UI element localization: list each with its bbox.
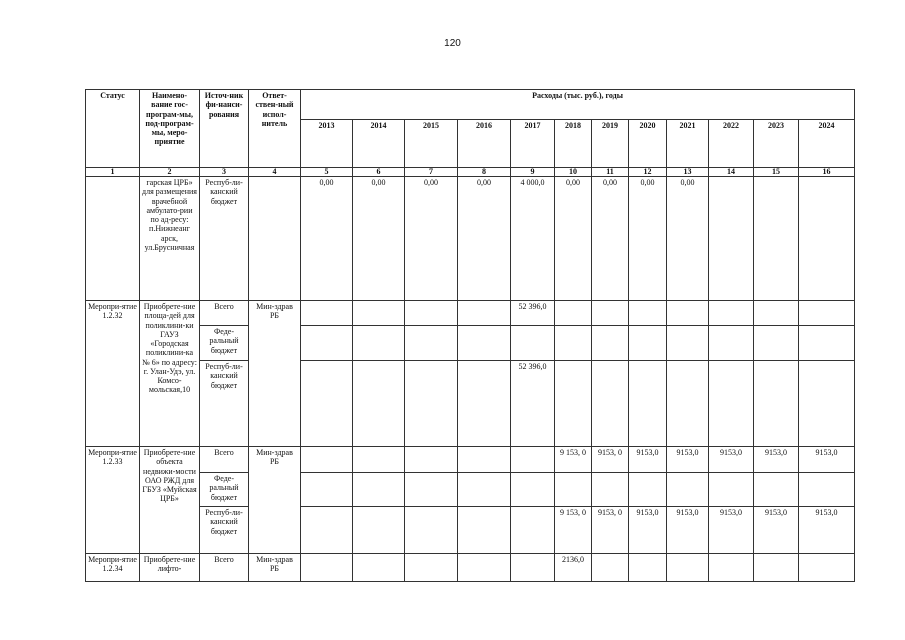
value-cell <box>629 473 667 507</box>
value-cell <box>301 554 353 582</box>
value-cell <box>754 177 799 301</box>
value-cell <box>405 361 458 447</box>
column-number: 12 <box>629 168 667 177</box>
year-header: 2020 <box>629 120 667 168</box>
status-cell <box>86 177 140 301</box>
value-cell <box>511 447 555 473</box>
value-cell <box>555 326 592 361</box>
value-cell <box>667 301 709 326</box>
value-cell <box>799 326 855 361</box>
year-header: 2024 <box>799 120 855 168</box>
value-cell: 0,00 <box>629 177 667 301</box>
value-cell: 9153,0 <box>709 507 754 554</box>
page-number: 120 <box>444 38 461 49</box>
header-expenses: Расходы (тыс. руб.), годы <box>301 90 855 120</box>
value-cell <box>555 361 592 447</box>
value-cell <box>301 447 353 473</box>
status-cell: Меропри-ятие 1.2.33 <box>86 447 140 554</box>
table-row <box>86 301 855 326</box>
value-cell <box>511 554 555 582</box>
source-cell: Феде-ральный бюджет <box>200 326 249 361</box>
executor-cell: Мин-здрав РБ <box>249 554 301 582</box>
column-number: 5 <box>301 168 353 177</box>
value-cell: 9153,0 <box>799 447 855 473</box>
value-cell <box>754 301 799 326</box>
value-cell <box>405 301 458 326</box>
value-cell <box>629 554 667 582</box>
column-number: 9 <box>511 168 555 177</box>
column-number: 8 <box>458 168 511 177</box>
source-cell: Респуб-ли-канский бюджет <box>200 177 249 301</box>
header-name: Наимено-вание гос-програм-мы, под-програм-мы, меро-приятие <box>140 90 200 168</box>
value-cell <box>592 326 629 361</box>
value-cell <box>301 473 353 507</box>
value-cell <box>667 473 709 507</box>
year-header: 2023 <box>754 120 799 168</box>
value-cell: 9153, 0 <box>592 447 629 473</box>
value-cell <box>405 326 458 361</box>
value-cell <box>667 361 709 447</box>
table-row <box>86 361 855 447</box>
value-cell <box>353 361 405 447</box>
column-number: 11 <box>592 168 629 177</box>
value-cell <box>458 326 511 361</box>
value-cell <box>629 326 667 361</box>
value-cell: 9153,0 <box>754 507 799 554</box>
value-cell: 0,00 <box>555 177 592 301</box>
column-number: 13 <box>667 168 709 177</box>
value-cell <box>629 301 667 326</box>
value-cell <box>458 301 511 326</box>
table-row <box>86 177 855 301</box>
status-cell: Меропри-ятие 1.2.34 <box>86 554 140 582</box>
value-cell <box>353 554 405 582</box>
year-header: 2021 <box>667 120 709 168</box>
status-cell: Меропри-ятие 1.2.32 <box>86 301 140 447</box>
table-row <box>86 473 855 507</box>
column-number: 3 <box>200 168 249 177</box>
value-cell <box>667 326 709 361</box>
value-cell: 0,00 <box>405 177 458 301</box>
value-cell <box>709 361 754 447</box>
year-header: 2018 <box>555 120 592 168</box>
year-header: 2022 <box>709 120 754 168</box>
column-number: 15 <box>754 168 799 177</box>
column-number: 10 <box>555 168 592 177</box>
value-cell <box>592 473 629 507</box>
value-cell <box>301 326 353 361</box>
name-cell: Приобрете-ние объекта недвижи-мости ОАО РЖД для ГБУЗ «Муйская ЦРБ» <box>140 447 200 554</box>
value-cell: 0,00 <box>592 177 629 301</box>
value-cell: 52 396,0 <box>511 361 555 447</box>
source-cell: Феде-ральный бюджет <box>200 473 249 507</box>
year-header: 2014 <box>353 120 405 168</box>
year-header: 2016 <box>458 120 511 168</box>
source-cell: Всего <box>200 301 249 326</box>
value-cell: 52 396,0 <box>511 301 555 326</box>
value-cell <box>301 361 353 447</box>
executor-cell <box>249 177 301 301</box>
column-number: 14 <box>709 168 754 177</box>
column-number: 7 <box>405 168 458 177</box>
value-cell <box>353 301 405 326</box>
value-cell: 0,00 <box>301 177 353 301</box>
table-row <box>86 507 855 554</box>
value-cell: 2136,0 <box>555 554 592 582</box>
value-cell: 9153, 0 <box>592 507 629 554</box>
value-cell <box>799 361 855 447</box>
value-cell: 0,00 <box>667 177 709 301</box>
value-cell <box>799 554 855 582</box>
value-cell <box>709 473 754 507</box>
value-cell <box>353 473 405 507</box>
value-cell: 0,00 <box>353 177 405 301</box>
value-cell <box>754 473 799 507</box>
value-cell <box>709 326 754 361</box>
value-cell <box>405 447 458 473</box>
year-header: 2013 <box>301 120 353 168</box>
header-status: Статус <box>86 90 140 168</box>
value-cell <box>301 301 353 326</box>
value-cell: 9153,0 <box>667 447 709 473</box>
value-cell: 9153,0 <box>799 507 855 554</box>
value-cell: 9153,0 <box>709 447 754 473</box>
source-cell: Респуб-ли-канский бюджет <box>200 361 249 447</box>
value-cell <box>301 507 353 554</box>
executor-cell: Мин-здрав РБ <box>249 301 301 447</box>
value-cell <box>405 554 458 582</box>
value-cell: 9 153, 0 <box>555 507 592 554</box>
value-cell <box>754 326 799 361</box>
column-number: 6 <box>353 168 405 177</box>
value-cell <box>555 473 592 507</box>
source-cell: Респуб-ли-канский бюджет <box>200 507 249 554</box>
value-cell: 4 000,0 <box>511 177 555 301</box>
value-cell <box>405 507 458 554</box>
source-cell: Всего <box>200 447 249 473</box>
value-cell: 9 153, 0 <box>555 447 592 473</box>
value-cell <box>458 554 511 582</box>
value-cell <box>458 507 511 554</box>
value-cell <box>458 361 511 447</box>
table-row <box>86 554 855 582</box>
value-cell <box>555 301 592 326</box>
value-cell: 9153,0 <box>629 447 667 473</box>
value-cell <box>592 361 629 447</box>
value-cell: 9153,0 <box>754 447 799 473</box>
value-cell <box>709 554 754 582</box>
value-cell <box>629 361 667 447</box>
column-number: 1 <box>86 168 140 177</box>
value-cell <box>458 473 511 507</box>
value-cell <box>592 301 629 326</box>
value-cell <box>458 447 511 473</box>
name-cell: Приобрете-ние площа-дей для поликлини-ки ГАУЗ «Городская поликлини-ка № 6» по адресу: г. Улан-Удэ, ул. Комсо-мольская,10 <box>140 301 200 447</box>
value-cell: 0,00 <box>458 177 511 301</box>
year-header: 2017 <box>511 120 555 168</box>
header-source: Источ-ник фи-нанси-рования <box>200 90 249 168</box>
value-cell <box>405 473 458 507</box>
year-header: 2015 <box>405 120 458 168</box>
year-header: 2019 <box>592 120 629 168</box>
value-cell <box>799 473 855 507</box>
value-cell <box>353 507 405 554</box>
value-cell <box>353 326 405 361</box>
value-cell <box>511 473 555 507</box>
value-cell <box>754 361 799 447</box>
name-cell: гарская ЦРБ» для размещения врачебной амбулато-рии по ад-ресу: п.Нижнеанг арск, ул.Брусничная <box>140 177 200 301</box>
value-cell <box>353 447 405 473</box>
column-number: 4 <box>249 168 301 177</box>
column-number: 2 <box>140 168 200 177</box>
expenses-table <box>85 89 855 582</box>
value-cell <box>511 326 555 361</box>
value-cell: 9153,0 <box>629 507 667 554</box>
value-cell <box>799 177 855 301</box>
source-cell: Всего <box>200 554 249 582</box>
value-cell: 9153,0 <box>667 507 709 554</box>
table-row <box>86 447 855 473</box>
value-cell <box>667 554 709 582</box>
value-cell <box>592 554 629 582</box>
value-cell <box>709 177 754 301</box>
value-cell <box>754 554 799 582</box>
header-executor: Ответ-ствен-ный испол-нитель <box>249 90 301 168</box>
table-row <box>86 326 855 361</box>
value-cell <box>511 507 555 554</box>
value-cell <box>709 301 754 326</box>
value-cell <box>799 301 855 326</box>
executor-cell: Мин-здрав РБ <box>249 447 301 554</box>
column-number: 16 <box>799 168 855 177</box>
name-cell: Приобрете-ние лифто- <box>140 554 200 582</box>
